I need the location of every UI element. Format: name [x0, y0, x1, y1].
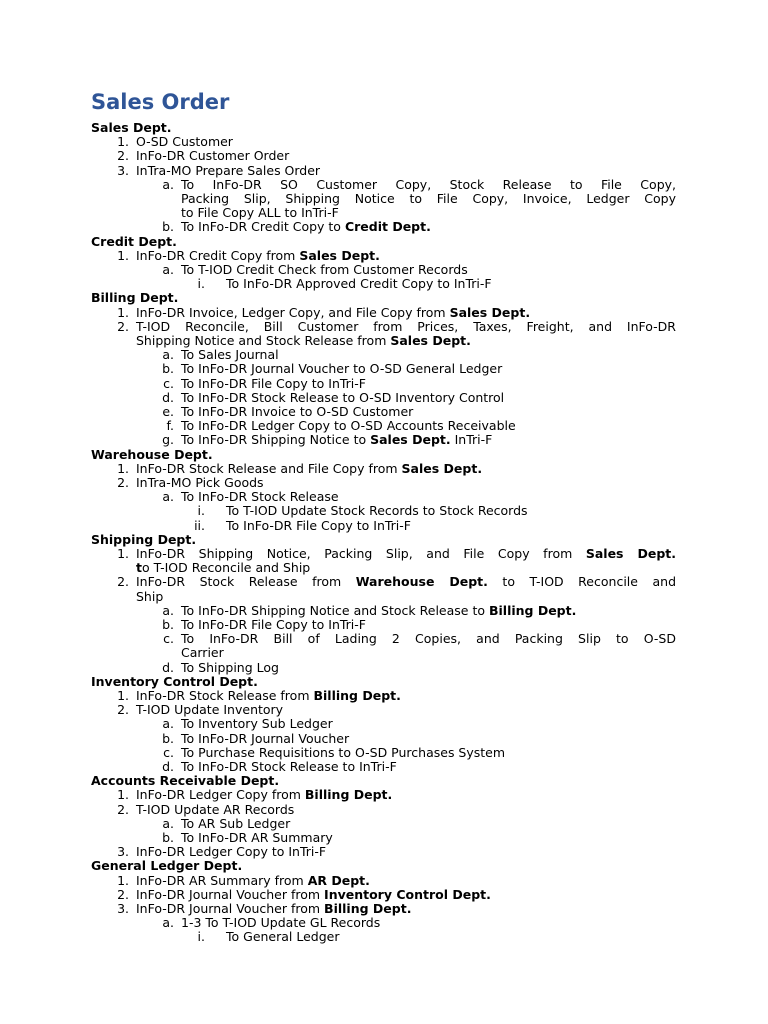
- text-run: to T-IOD Reconcile and: [487, 574, 677, 590]
- list-marker: b.: [162, 730, 174, 746]
- list-marker: a.: [162, 915, 174, 931]
- list-item-text: [136, 547, 676, 561]
- list-marker: a.: [162, 176, 174, 192]
- section-heading-label: Warehouse Dept.: [91, 446, 213, 462]
- bold-reference: Billing Dept.: [304, 787, 393, 803]
- list-marker: c.: [163, 375, 174, 391]
- text-run: To Inventory Sub Ledger: [181, 716, 333, 732]
- text-run: To InFo-DR File Copy to InTri-F: [181, 617, 366, 632]
- text-run: InFo-DR Shipping Notice, Packing Slip, and File Copy from: [136, 546, 586, 561]
- list-item: [0, 916, 768, 930]
- list-item-text: [136, 320, 676, 334]
- list-item-text: [181, 760, 397, 774]
- text-run: T-IOD Update Inventory: [136, 702, 284, 718]
- list-item: [0, 788, 768, 802]
- list-marker: 2.: [117, 702, 129, 718]
- list-item-text: [181, 746, 505, 760]
- section-heading-label: Shipping Dept.: [91, 531, 197, 547]
- list-item-text: [136, 462, 482, 476]
- list-marker: a.: [162, 489, 174, 505]
- text-run: To InFo-DR File Copy to InTri-F: [226, 517, 411, 533]
- list-item: [0, 618, 768, 632]
- list-item-text: [181, 916, 380, 930]
- list-item: [0, 405, 768, 419]
- list-item-text: [136, 902, 411, 916]
- text-run: To InFo-DR Shipping Notice and Stock Release to: [181, 602, 489, 618]
- bold-reference: Inventory Control Dept.: [324, 886, 491, 902]
- list-item: [0, 703, 768, 717]
- bold-reference: Billing Dept.: [488, 602, 577, 618]
- section-heading-label: Accounts Receivable Dept.: [91, 773, 280, 789]
- text-run: InFo-DR Stock Release and File Copy from: [136, 460, 402, 476]
- bold-reference: Sales Dept.: [401, 460, 483, 476]
- text-run: InFo-DR Invoice, Ledger Copy, and File Copy from: [136, 304, 450, 320]
- list-item: [0, 604, 768, 618]
- list-marker: 3.: [117, 901, 129, 916]
- list-item-text: [181, 348, 279, 362]
- text-run: InFo-DR Ledger Copy from: [136, 787, 305, 803]
- text-run: InFo-DR Journal Voucher from: [136, 901, 325, 916]
- list-marker: f.: [166, 418, 174, 434]
- list-marker: 2.: [117, 801, 129, 817]
- text-run: InTra-MO Pick Goods: [136, 475, 264, 490]
- list-marker: d.: [162, 659, 174, 675]
- list-item: [0, 930, 768, 944]
- list-marker: c.: [163, 631, 174, 647]
- list-item-text: [181, 732, 349, 746]
- list-item-text: [226, 504, 528, 518]
- section-heading: [0, 448, 768, 462]
- list-marker: 1.: [117, 872, 129, 888]
- section-heading: [0, 859, 768, 873]
- list-item-text: [181, 490, 339, 504]
- list-item-continuation: [0, 590, 768, 604]
- section-heading-label: Inventory Control Dept.: [91, 673, 258, 689]
- text-run: Shipping Notice and Stock Release from: [136, 333, 391, 348]
- text-run: To InFo-DR File Copy to InTri-F: [181, 375, 366, 391]
- text-run: Carrier: [181, 645, 224, 661]
- list-marker: i.: [197, 929, 205, 945]
- text-run: InFo-DR AR Summary from: [136, 872, 308, 888]
- list-marker: 1.: [117, 247, 129, 263]
- list-marker: a.: [162, 262, 174, 277]
- list-marker: d.: [162, 389, 174, 405]
- list-item: [0, 263, 768, 277]
- list-item-text: [181, 433, 492, 447]
- list-item-text: [181, 192, 676, 206]
- text-run: InTra-MO Prepare Sales Order: [136, 162, 321, 178]
- list-item-text: [181, 817, 290, 831]
- text-run: Packing Slip, Shipping Notice to File Copy, Invoice, Ledger Copy: [181, 191, 676, 206]
- text-run: To InFo-DR Invoice to O-SD Customer: [181, 404, 414, 419]
- text-run: To InFo-DR Approved Credit Copy to InTri-F: [226, 276, 492, 292]
- text-run: To InFo-DR SO Customer Copy, Stock Release to File Copy,: [181, 176, 676, 192]
- list-marker: b.: [162, 219, 174, 235]
- list-marker: 2.: [117, 148, 129, 164]
- list-item-text: [181, 178, 676, 192]
- section-heading-label: Sales Dept.: [91, 120, 172, 135]
- list-item: [0, 433, 768, 447]
- bold-reference: Warehouse Dept.: [355, 574, 488, 590]
- list-marker: b.: [162, 361, 174, 377]
- list-item: [0, 164, 768, 178]
- list-item-continuation: [0, 334, 768, 348]
- list-item: [0, 717, 768, 731]
- list-item: [0, 902, 768, 916]
- list-marker: d.: [162, 759, 174, 774]
- bold-reference: Sales Dept.: [449, 304, 531, 320]
- section-heading: [0, 533, 768, 547]
- text-run: To AR Sub Ledger: [181, 815, 291, 831]
- list-marker: b.: [162, 830, 174, 845]
- bold-reference: Sales Dept.: [370, 432, 451, 448]
- list-item: [0, 746, 768, 760]
- bold-reference: Billing Dept.: [324, 901, 412, 916]
- text-run: To InFo-DR Bill of Lading 2 Copies, and Packing Slip to O-SD: [181, 631, 676, 647]
- list-item-text: [136, 590, 163, 604]
- text-run: To Shipping Log: [181, 659, 279, 675]
- list-item-continuation: [0, 561, 768, 575]
- list-item: [0, 391, 768, 405]
- list-item: [0, 760, 768, 774]
- list-marker: b.: [162, 617, 174, 632]
- text-run: InFo-DR Journal Voucher from: [136, 886, 325, 902]
- list-item: [0, 490, 768, 504]
- list-marker: a.: [162, 602, 174, 618]
- text-run: To T-IOD Credit Check from Customer Records: [181, 262, 468, 277]
- text-run: To General Ledger: [226, 929, 340, 945]
- list-marker: 1.: [117, 787, 129, 803]
- list-item: [0, 888, 768, 902]
- list-item-text: [136, 561, 310, 575]
- list-item: [0, 362, 768, 376]
- list-item-text: [181, 632, 676, 646]
- text-run: To InFo-DR Credit Copy to: [181, 219, 345, 235]
- list-marker: c.: [163, 744, 174, 760]
- list-item: [0, 803, 768, 817]
- list-item-text: [181, 362, 502, 376]
- text-run: to File Copy ALL to InTri-F: [181, 205, 339, 221]
- list-marker: 3.: [117, 162, 129, 178]
- list-item-text: [136, 476, 264, 490]
- list-item-text: [181, 419, 516, 433]
- list-item: [0, 817, 768, 831]
- list-marker: g.: [162, 432, 174, 448]
- list-item-text: [136, 164, 320, 178]
- list-item: [0, 632, 768, 646]
- list-item: [0, 348, 768, 362]
- list-item: [0, 306, 768, 320]
- text-run: To InFo-DR Ledger Copy to O-SD Accounts Receivable: [181, 418, 516, 434]
- text-run: To T-IOD Update Stock Records to Stock Records: [226, 503, 528, 519]
- list-item-text: [136, 788, 392, 802]
- text-run: InFo-DR Ledger Copy to InTri-F: [136, 844, 327, 860]
- list-item: [0, 845, 768, 859]
- list-item-text: [136, 803, 294, 817]
- list-item: [0, 377, 768, 391]
- list-item-text: [136, 888, 491, 902]
- text-run: To Purchase Requisitions to O-SD Purchases System: [181, 744, 506, 760]
- text-run: T-IOD Reconcile, Bill Customer from Prices, Taxes, Freight, and InFo-DR: [136, 318, 676, 334]
- list-item-text: [181, 831, 333, 845]
- list-marker: a.: [162, 347, 174, 363]
- text-run: InTri-F: [450, 432, 493, 448]
- bold-reference: t: [136, 560, 142, 576]
- section-heading: [0, 675, 768, 689]
- section-heading-label: Credit Dept.: [91, 233, 177, 249]
- list-item-text: [181, 405, 413, 419]
- list-item-text: [181, 661, 279, 675]
- list-item: [0, 220, 768, 234]
- list-marker: 2.: [117, 475, 129, 490]
- list-item-text: [181, 263, 468, 277]
- list-item: [0, 320, 768, 334]
- section-heading: [0, 235, 768, 249]
- section-heading-label: Billing Dept.: [91, 290, 179, 306]
- list-item: [0, 575, 768, 589]
- list-marker: 3.: [117, 844, 129, 860]
- section-heading: [0, 121, 768, 135]
- text-run: InFo-DR Stock Release from: [136, 688, 314, 703]
- page-title: Sales Order: [91, 90, 230, 114]
- list-item: [0, 874, 768, 888]
- list-marker: i.: [197, 503, 205, 519]
- list-marker: 1.: [117, 546, 129, 561]
- text-run: o T-IOD Reconcile and Ship: [141, 560, 311, 576]
- list-item: [0, 519, 768, 533]
- text-run: T-IOD Update AR Records: [136, 801, 295, 817]
- list-item-text: [136, 575, 676, 589]
- text-run: To InFo-DR Shipping Notice to: [181, 432, 371, 448]
- text-run: To InFo-DR Journal Voucher to O-SD General Ledger: [181, 361, 503, 377]
- list-item-text: [136, 149, 289, 163]
- list-marker: a.: [162, 716, 174, 732]
- text-run: To InFo-DR Stock Release: [181, 489, 339, 505]
- list-item-text: [136, 249, 380, 263]
- list-item-text: [136, 135, 233, 149]
- list-marker: 1.: [117, 688, 129, 703]
- section-heading-label: General Ledger Dept.: [91, 858, 243, 874]
- text-run: InFo-DR Stock Release from: [136, 574, 356, 590]
- list-item: [0, 178, 768, 192]
- list-item: [0, 476, 768, 490]
- bold-reference: Sales Dept.: [585, 546, 676, 561]
- list-marker: i.: [197, 276, 205, 292]
- list-item-text: [181, 206, 339, 220]
- list-marker: 2.: [117, 886, 129, 902]
- text-run: To Sales Journal: [181, 347, 279, 363]
- list-item: [0, 732, 768, 746]
- bold-reference: Credit Dept.: [344, 219, 431, 235]
- text-run: To InFo-DR Journal Voucher: [181, 730, 350, 746]
- list-marker: a.: [162, 815, 174, 831]
- list-item-continuation: [0, 646, 768, 660]
- list-item-text: [181, 391, 504, 405]
- text-run: InFo-DR Credit Copy from: [136, 247, 300, 263]
- list-item: [0, 277, 768, 291]
- text-run: InFo-DR Customer Order: [136, 148, 290, 164]
- text-run: O-SD Customer: [136, 134, 233, 150]
- list-item-text: [226, 277, 492, 291]
- list-item-text: [181, 377, 366, 391]
- list-item: [0, 689, 768, 703]
- list-item: [0, 135, 768, 149]
- list-item-text: [181, 604, 576, 618]
- list-marker: 1.: [117, 460, 129, 476]
- list-item-text: [136, 703, 283, 717]
- text-run: To InFo-DR Stock Release to O-SD Inventory Control: [181, 389, 505, 405]
- list-marker: e.: [162, 404, 174, 419]
- bold-reference: Billing Dept.: [313, 688, 401, 703]
- section-heading: [0, 291, 768, 305]
- text-run: Ship: [136, 588, 164, 604]
- list-item-text: [136, 334, 471, 348]
- list-item-text: [181, 717, 333, 731]
- list-item-text: [181, 646, 224, 660]
- list-marker: 1.: [117, 134, 129, 150]
- list-item-text: [136, 874, 370, 888]
- list-item: [0, 547, 768, 561]
- list-item: [0, 249, 768, 263]
- text-run: To InFo-DR Stock Release to InTri-F: [181, 759, 397, 774]
- list-item: [0, 504, 768, 518]
- list-marker: ii.: [194, 517, 205, 533]
- list-marker: 2.: [117, 574, 129, 590]
- list-item: [0, 831, 768, 845]
- list-item-text: [226, 519, 411, 533]
- list-item-text: [136, 689, 401, 703]
- text-run: 1-3 To T-IOD Update GL Records: [181, 915, 381, 931]
- list-marker: 2.: [117, 318, 129, 334]
- bold-reference: Sales Dept.: [390, 333, 471, 348]
- list-item-text: [181, 618, 366, 632]
- list-item-continuation: [0, 192, 768, 206]
- text-run: To InFo-DR AR Summary: [181, 830, 333, 845]
- list-item-continuation: [0, 206, 768, 220]
- list-item-text: [226, 930, 340, 944]
- list-item: [0, 661, 768, 675]
- list-item: [0, 462, 768, 476]
- list-item: [0, 419, 768, 433]
- list-item: [0, 149, 768, 163]
- list-item-text: [136, 845, 326, 859]
- bold-reference: AR Dept.: [307, 872, 370, 888]
- list-item-text: [181, 220, 431, 234]
- list-item-text: [136, 306, 530, 320]
- bold-reference: Sales Dept.: [299, 247, 380, 263]
- list-marker: 1.: [117, 304, 129, 320]
- section-heading: [0, 774, 768, 788]
